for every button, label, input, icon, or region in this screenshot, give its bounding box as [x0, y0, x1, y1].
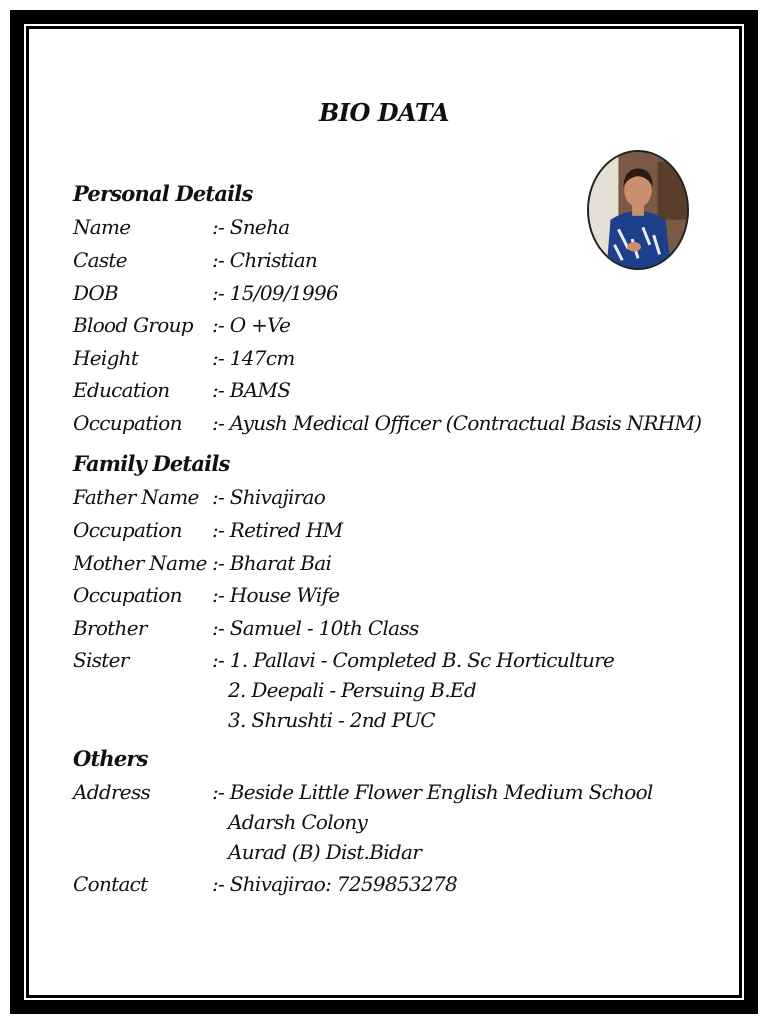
portrait-image — [589, 152, 687, 268]
row-label: Contact — [73, 872, 148, 896]
row-value-line: 2. Deepali - Persuing B.Ed — [228, 678, 476, 702]
row-label: Occupation — [73, 411, 182, 435]
row-value-line: :- Beside Little Flower English Medium School — [212, 780, 653, 804]
section-heading-family: Family Details — [73, 451, 230, 476]
row-value-line: 3. Shrushti - 2nd PUC — [228, 708, 435, 732]
row-label: DOB — [73, 281, 119, 305]
row-label: Father Name — [73, 485, 199, 509]
row-value: :- 15/09/1996 — [212, 281, 339, 305]
row-value: :- Samuel - 10th Class — [212, 616, 419, 640]
row-value-line: Adarsh Colony — [228, 810, 368, 834]
row-value: :- House Wife — [212, 583, 340, 607]
row-label: Mother Name — [73, 551, 207, 575]
section-heading-personal: Personal Details — [73, 181, 253, 206]
row-value-line: :- 1. Pallavi - Completed B. Sc Horticulture — [212, 648, 615, 672]
row-label: Blood Group — [73, 313, 193, 337]
row-label: Address — [73, 780, 151, 804]
row-label: Name — [73, 215, 131, 239]
row-value: :- Shivajirao — [212, 485, 326, 509]
profile-photo — [587, 150, 689, 270]
row-value — [212, 645, 614, 735]
section-heading-others: Others — [73, 746, 148, 771]
row-label: Education — [73, 378, 170, 402]
row-label: Occupation — [73, 583, 182, 607]
row-value-line: Aurad (B) Dist.Bidar — [228, 840, 422, 864]
row-value: :- Ayush Medical Officer (Contractual Basis NRHM) — [212, 411, 702, 435]
row-label: Sister — [73, 648, 129, 672]
row-value: :- BAMS — [212, 378, 291, 402]
row-label: Height — [73, 346, 139, 370]
row-value: :- Shivajirao: 7259853278 — [212, 872, 458, 896]
row-value: :- O +Ve — [212, 313, 291, 337]
page-title: BIO DATA — [318, 98, 450, 127]
row-value: :- Bharat Bai — [212, 551, 332, 575]
row-value: :- Retired HM — [212, 518, 343, 542]
row-label: Caste — [73, 248, 127, 272]
row-value: :- Christian — [212, 248, 318, 272]
row-value: :- Sneha — [212, 215, 290, 239]
row-value — [212, 777, 653, 867]
row-label: Brother — [73, 616, 147, 640]
row-label: Occupation — [73, 518, 182, 542]
row-value: :- 147cm — [212, 346, 295, 370]
